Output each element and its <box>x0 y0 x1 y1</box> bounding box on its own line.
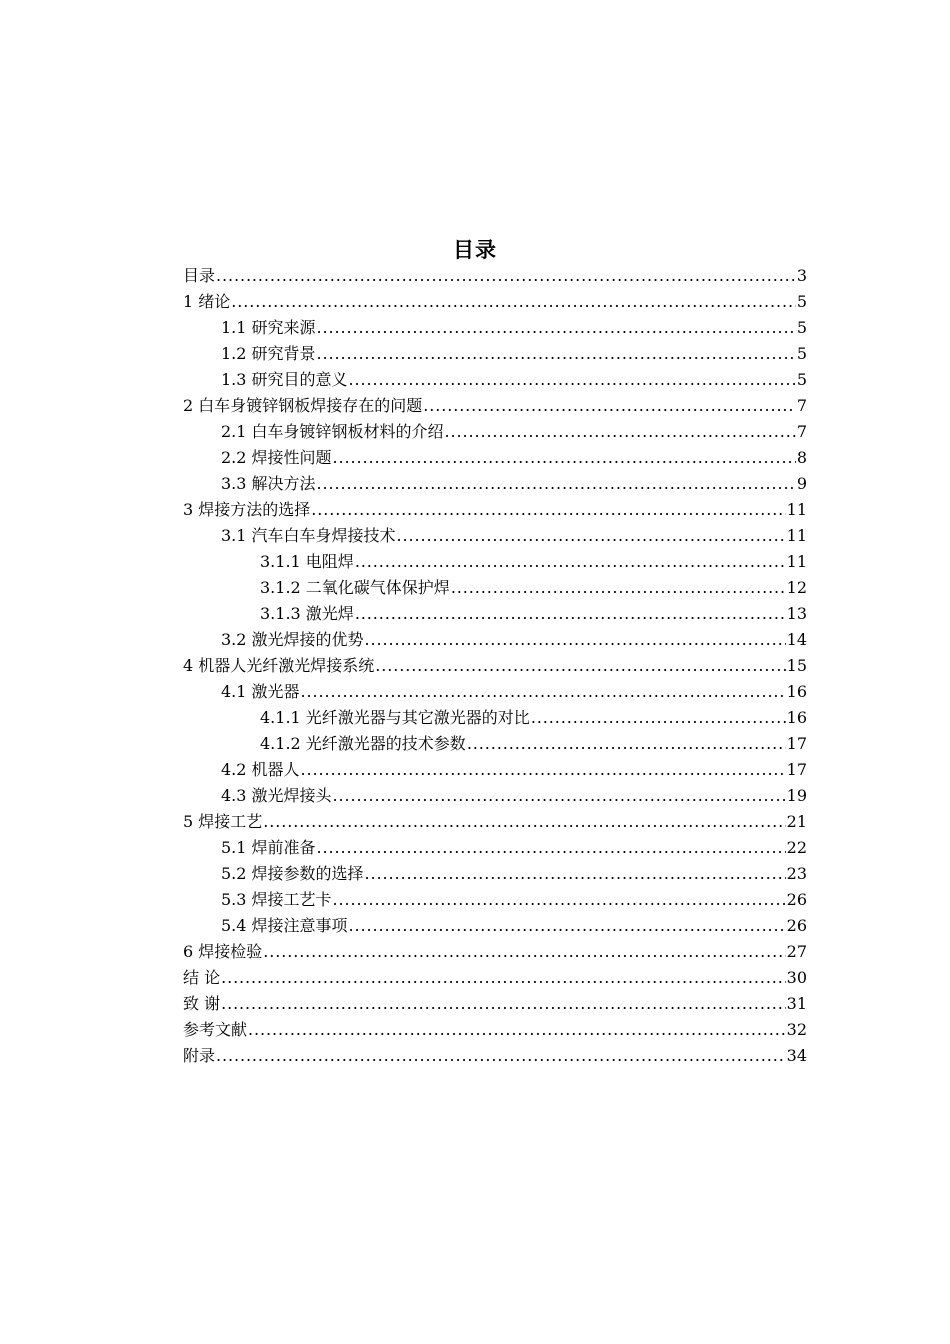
toc-entry-page-number: 5 <box>796 370 807 389</box>
toc-entry-label: 4.2 机器人 <box>221 760 300 779</box>
toc-entry[interactable] <box>183 887 807 913</box>
toc-entry-page-number: 7 <box>796 396 807 415</box>
toc-dot-leader <box>221 991 786 1017</box>
toc-entry[interactable] <box>183 861 807 887</box>
toc-entry-label: 4.1 激光器 <box>221 682 300 701</box>
toc-entry[interactable] <box>183 991 807 1017</box>
toc-entry-label: 3.1.1 电阻焊 <box>260 552 354 571</box>
toc-dot-leader <box>375 653 785 679</box>
toc-entry-label: 3.3 解决方法 <box>221 474 316 493</box>
toc-entry[interactable] <box>183 913 807 939</box>
toc-entry[interactable] <box>183 653 807 679</box>
toc-entry-label: 1 绪论 <box>183 292 231 311</box>
toc-entry-page-number: 30 <box>786 968 807 987</box>
toc-entry-page-number: 26 <box>786 916 807 935</box>
toc-dot-leader <box>365 627 786 653</box>
toc-entry[interactable] <box>183 263 807 289</box>
toc-entry-label: 2 白车身镀锌钢板焊接存在的问题 <box>183 396 423 415</box>
toc-dot-leader <box>445 419 796 445</box>
toc-entry[interactable] <box>183 471 807 497</box>
toc-entry-label: 4 机器人光纤激光焊接系统 <box>183 656 375 675</box>
toc-entry-page-number: 8 <box>796 448 807 467</box>
toc-entry-label: 3.1.3 激光焊 <box>260 604 354 623</box>
toc-entry[interactable] <box>183 497 807 523</box>
toc-entry-label: 3 焊接方法的选择 <box>183 500 311 519</box>
toc-entry-page-number: 15 <box>786 656 807 675</box>
toc-dot-leader <box>216 263 796 289</box>
toc-entry-page-number: 32 <box>786 1020 807 1039</box>
toc-entry[interactable] <box>183 1017 807 1043</box>
toc-dot-leader <box>263 939 785 965</box>
toc-dot-leader <box>231 289 796 315</box>
toc-dot-leader <box>531 705 786 731</box>
toc-entry[interactable] <box>183 367 807 393</box>
toc-dot-leader <box>355 549 786 575</box>
toc-entry[interactable] <box>183 445 807 471</box>
toc-entry-page-number: 12 <box>786 578 807 597</box>
toc-entry[interactable] <box>183 601 807 627</box>
toc-entry-label: 3.2 激光焊接的优势 <box>221 630 364 649</box>
toc-entry-page-number: 27 <box>786 942 807 961</box>
toc-dot-leader <box>355 601 786 627</box>
toc-dot-leader <box>349 367 796 393</box>
toc-entry-label: 5.4 焊接注意事项 <box>221 916 348 935</box>
toc-entry[interactable] <box>183 757 807 783</box>
toc-entry-page-number: 14 <box>786 630 807 649</box>
toc-entry-page-number: 5 <box>796 292 807 311</box>
toc-entry-label: 参考文献 <box>183 1020 248 1039</box>
toc-entry-label: 4.1.1 光纤激光器与其它激光器的对比 <box>260 708 530 727</box>
toc-dot-leader <box>311 497 785 523</box>
toc-entry[interactable] <box>183 393 807 419</box>
toc-dot-leader <box>451 575 786 601</box>
toc-entry-page-number: 19 <box>786 786 807 805</box>
toc-entry-page-number: 31 <box>786 994 807 1013</box>
toc-entry[interactable] <box>183 549 807 575</box>
toc-entry-page-number: 17 <box>786 760 807 779</box>
toc-dot-leader <box>365 861 786 887</box>
toc-entry-label: 附录 <box>183 1046 216 1065</box>
toc-entry-label: 2.1 白车身镀锌钢板材料的介绍 <box>221 422 444 441</box>
toc-entry[interactable] <box>183 523 807 549</box>
toc-entry-page-number: 11 <box>786 526 807 545</box>
toc-entry-label: 6 焊接检验 <box>183 942 263 961</box>
toc-entry-label: 1.2 研究背景 <box>221 344 316 363</box>
toc-entry-label: 3.1 汽车白车身焊接技术 <box>221 526 396 545</box>
toc-entry-page-number: 13 <box>786 604 807 623</box>
toc-entry[interactable] <box>183 419 807 445</box>
toc-dot-leader <box>333 783 786 809</box>
toc-entry-label: 2.2 焊接性问题 <box>221 448 332 467</box>
toc-entry-label: 1.3 研究目的意义 <box>221 370 348 389</box>
toc-entry-label: 4.3 激光焊接头 <box>221 786 332 805</box>
toc-entry-label: 结 论 <box>183 968 221 987</box>
toc-entry[interactable] <box>183 679 807 705</box>
toc-dot-leader <box>263 809 785 835</box>
toc-dot-leader <box>221 965 786 991</box>
toc-entry-page-number: 9 <box>796 474 807 493</box>
toc-entry[interactable] <box>183 783 807 809</box>
toc-entry-page-number: 11 <box>786 500 807 519</box>
toc-entry-page-number: 16 <box>786 708 807 727</box>
toc-dot-leader <box>333 445 796 471</box>
toc-entry-label: 4.1.2 光纤激光器的技术参数 <box>260 734 466 753</box>
toc-entry-page-number: 5 <box>796 344 807 363</box>
toc-entry[interactable] <box>183 731 807 757</box>
toc-entry[interactable] <box>183 341 807 367</box>
toc-entry-page-number: 34 <box>786 1046 807 1065</box>
toc-dot-leader <box>317 341 796 367</box>
toc-entry[interactable] <box>183 939 807 965</box>
toc-entry-page-number: 3 <box>796 266 807 285</box>
toc-entry-page-number: 23 <box>786 864 807 883</box>
toc-dot-leader <box>467 731 786 757</box>
toc-entry-label: 目录 <box>183 266 216 285</box>
toc-entry-label: 5.1 焊前准备 <box>221 838 316 857</box>
toc-dot-leader <box>216 1043 786 1069</box>
toc-entry-label: 1.1 研究来源 <box>221 318 316 337</box>
toc-dot-leader <box>333 887 786 913</box>
toc-entry[interactable] <box>183 965 807 991</box>
toc-entry-page-number: 16 <box>786 682 807 701</box>
toc-entry-label: 5 焊接工艺 <box>183 812 263 831</box>
toc-dot-leader <box>301 757 786 783</box>
toc-dot-leader <box>317 315 796 341</box>
toc-dot-leader <box>317 835 786 861</box>
toc-dot-leader <box>301 679 786 705</box>
toc-entry[interactable] <box>183 315 807 341</box>
toc-entry-page-number: 21 <box>786 812 807 831</box>
toc-entry-label: 5.2 焊接参数的选择 <box>221 864 364 883</box>
page-title: 目录 <box>453 238 497 262</box>
toc-entry[interactable] <box>183 289 807 315</box>
toc-dot-leader <box>397 523 786 549</box>
toc-entry[interactable] <box>183 1043 807 1069</box>
toc-entry[interactable] <box>183 835 807 861</box>
toc-entry-page-number: 26 <box>786 890 807 909</box>
toc-entry[interactable] <box>183 575 807 601</box>
toc-entry-page-number: 5 <box>796 318 807 337</box>
toc-dot-leader <box>248 1017 786 1043</box>
toc-dot-leader <box>349 913 786 939</box>
toc-dot-leader <box>423 393 796 419</box>
toc-entry-page-number: 7 <box>796 422 807 441</box>
toc-entry-page-number: 17 <box>786 734 807 753</box>
toc-entry[interactable] <box>183 627 807 653</box>
toc-entry-label: 5.3 焊接工艺卡 <box>221 890 332 909</box>
toc-entry-label: 3.1.2 二氧化碳气体保护焊 <box>260 578 450 597</box>
toc-dot-leader <box>317 471 796 497</box>
toc-entry[interactable] <box>183 809 807 835</box>
toc-entry-page-number: 22 <box>786 838 807 857</box>
table-of-contents <box>183 263 807 1069</box>
toc-entry-label: 致 谢 <box>183 994 221 1013</box>
toc-entry-page-number: 11 <box>786 552 807 571</box>
toc-entry[interactable] <box>183 705 807 731</box>
